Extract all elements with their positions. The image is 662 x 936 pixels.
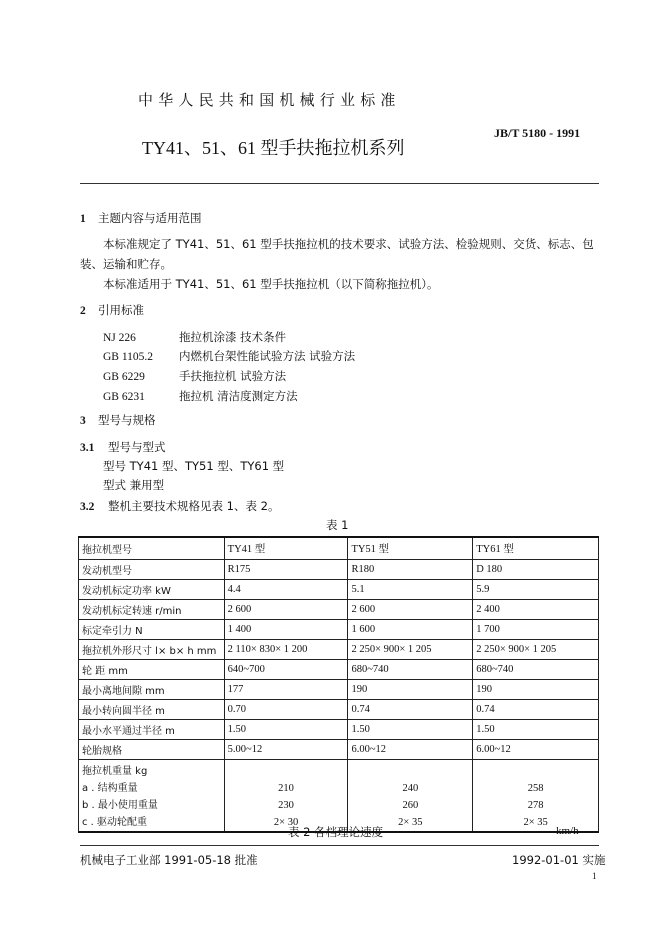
reference-code: GB 6231 [103,391,145,403]
spec-label-cell: 最小转向圆半径 m [79,700,225,720]
spec-value-cell: 4.4 [224,580,348,600]
weight-value: 2× 35 [523,817,548,828]
spec-value-cell: TY51 型 [348,537,473,560]
spec-value-cell: R180 [348,560,473,580]
weight-value: 210 [278,783,294,794]
table-1-caption: 表 1 [326,518,349,532]
spec-table [78,536,599,833]
spec-value-cell: 177 [224,680,348,700]
spec-label-cell: 轮 距 mm [79,660,225,680]
reference-item [103,348,355,364]
reference-item [103,388,298,404]
weight-item: a . 结构重量 [82,783,138,794]
reference-title: 手扶拖拉机 试验方法 [179,369,287,383]
table-row [79,700,599,720]
footer-divider [80,845,599,846]
spec-value-cell: TY61 型 [473,537,599,560]
reference-code: GB 6229 [103,371,145,383]
subsection-title: 整机主要技术规格见表 1、表 2。 [108,499,280,513]
subsection-title: 型号与型式 [108,440,166,454]
spec-value-cell: 5.1 [348,580,473,600]
spec-label-cell: 拖拉机外形尺寸 l× b× h mm [79,640,225,660]
spec-label-cell: 发动机标定转速 r/min [79,600,225,620]
section-number: 2 [80,305,86,317]
table-2-caption: 表 2 各档理论速度 [288,825,384,839]
spec-value-cell: 1 400 [224,620,348,640]
table-row [79,740,599,760]
section-title: 引用标准 [98,303,144,317]
reference-item [103,368,286,384]
reference-title: 拖拉机 清洁度测定方法 [179,389,298,403]
table-row [79,620,599,640]
spec-value-cell: 5.9 [473,580,599,600]
weight-label-cell [79,760,225,833]
table-row [79,720,599,740]
spec-value-cell: TY41 型 [224,537,348,560]
table-row [79,560,599,580]
spec-value-cell: R175 [224,560,348,580]
weight-value: 258 [527,783,544,794]
spec-value-cell: 0.70 [224,700,348,720]
spec-label-cell: 轮胎规格 [79,740,225,760]
reference-item [103,329,286,345]
section-title: 主题内容与适用范围 [98,211,202,225]
section-number: 1 [80,213,86,225]
approval-line: 机械电子工业部 1991-05-18 批准 [80,853,258,867]
spec-value-cell: 2 250× 900× 1 205 [473,640,599,660]
weight-value: 2× 35 [398,817,423,828]
subsection-3-2-heading [80,498,279,514]
reference-code: NJ 226 [103,332,136,344]
issuing-organization: 中华人民共和国机械行业标准 [138,91,401,109]
section-3-heading [80,412,156,428]
table-row [79,640,599,660]
spec-value-cell: 1 700 [473,620,599,640]
table-row [79,537,599,560]
section-title: 型号与规格 [98,413,156,427]
section-2-heading [80,302,144,318]
weight-value: 2× 30 [273,817,299,828]
spec-value-cell: 680~740 [473,660,599,680]
reference-code: GB 1105.2 [103,351,154,363]
paragraph-scope-line2: 装、运输和贮存。 [80,257,172,271]
subsection-number: 3.1 [80,442,95,454]
subsection-3-1-heading [80,439,166,455]
standard-number: JB/T 5180 - 1991 [494,126,581,140]
spec-value-cell: 2 400 [473,600,599,620]
spec-value-cell: 2 600 [224,600,348,620]
implementation-date: 1992-01-01 实施 [512,853,606,867]
spec-value-cell: 190 [348,680,473,700]
section-number: 3 [80,415,86,427]
document-title: TY41、51、61 型手扶拖拉机系列 [142,138,405,158]
spec-value-cell: 680~740 [348,660,473,680]
weight-label: 拖拉机重量 kg [82,766,148,777]
spec-value-cell: 6.00~12 [473,740,599,760]
spec-value-cell: 5.00~12 [224,740,348,760]
weight-item: b . 最小使用重量 [82,800,158,811]
weight-cell-ty61 [473,760,599,833]
table-row [79,580,599,600]
weight-value: 230 [278,800,294,811]
section-1-heading [80,210,202,226]
model-list: 型号 TY41 型、TY51 型、TY61 型 [103,459,285,473]
reference-title: 内燃机台架性能试验方法 试验方法 [179,349,356,363]
spec-value-cell: 2 250× 900× 1 205 [348,640,473,660]
spec-value-cell: 2 600 [348,600,473,620]
spec-value-cell: 0.74 [473,700,599,720]
weight-value: 260 [402,800,419,811]
spec-label-cell: 最小离地间隙 mm [79,680,225,700]
spec-value-cell: 1.50 [224,720,348,740]
spec-label-cell: 发动机型号 [79,560,225,580]
spec-value-cell: 1.50 [348,720,473,740]
spec-label-cell: 最小水平通过半径 m [79,720,225,740]
weight-value: 278 [527,800,544,811]
spec-value-cell: 640~700 [224,660,348,680]
spec-value-cell: 2 110× 830× 1 200 [224,640,348,660]
weight-cell-ty41 [224,760,348,833]
table-2-unit: km/h [556,825,579,837]
weight-cell-ty51 [348,760,473,833]
spec-value-cell: 1 600 [348,620,473,640]
reference-title: 拖拉机涂漆 技术条件 [179,330,287,344]
header-divider [80,183,599,184]
spec-label-cell: 拖拉机型号 [79,537,225,560]
spec-label-cell: 发动机标定功率 kW [79,580,225,600]
spec-value-cell: 1.50 [473,720,599,740]
spec-value-cell: 0.74 [348,700,473,720]
paragraph-scope-line1: 本标准规定了 TY41、51、61 型手扶拖拉机的技术要求、试验方法、检验规则、交货、标志、包 [103,237,594,251]
type-line: 型式 兼用型 [103,478,165,492]
spec-value-cell: 190 [473,680,599,700]
subsection-number: 3.2 [80,501,95,513]
table-row [79,660,599,680]
table-row [79,600,599,620]
spec-value-cell: D 180 [473,560,599,580]
table-row-weight [79,760,599,833]
weight-value: 240 [402,783,419,794]
weight-item: c . 驱动轮配重 [82,817,148,828]
spec-label-cell: 标定牵引力 N [79,620,225,640]
page-number: 1 [592,871,597,881]
table-row [79,680,599,700]
paragraph-applicability: 本标准适用于 TY41、51、61 型手扶拖拉机（以下简称拖拉机）。 [103,277,439,291]
spec-value-cell: 6.00~12 [348,740,473,760]
